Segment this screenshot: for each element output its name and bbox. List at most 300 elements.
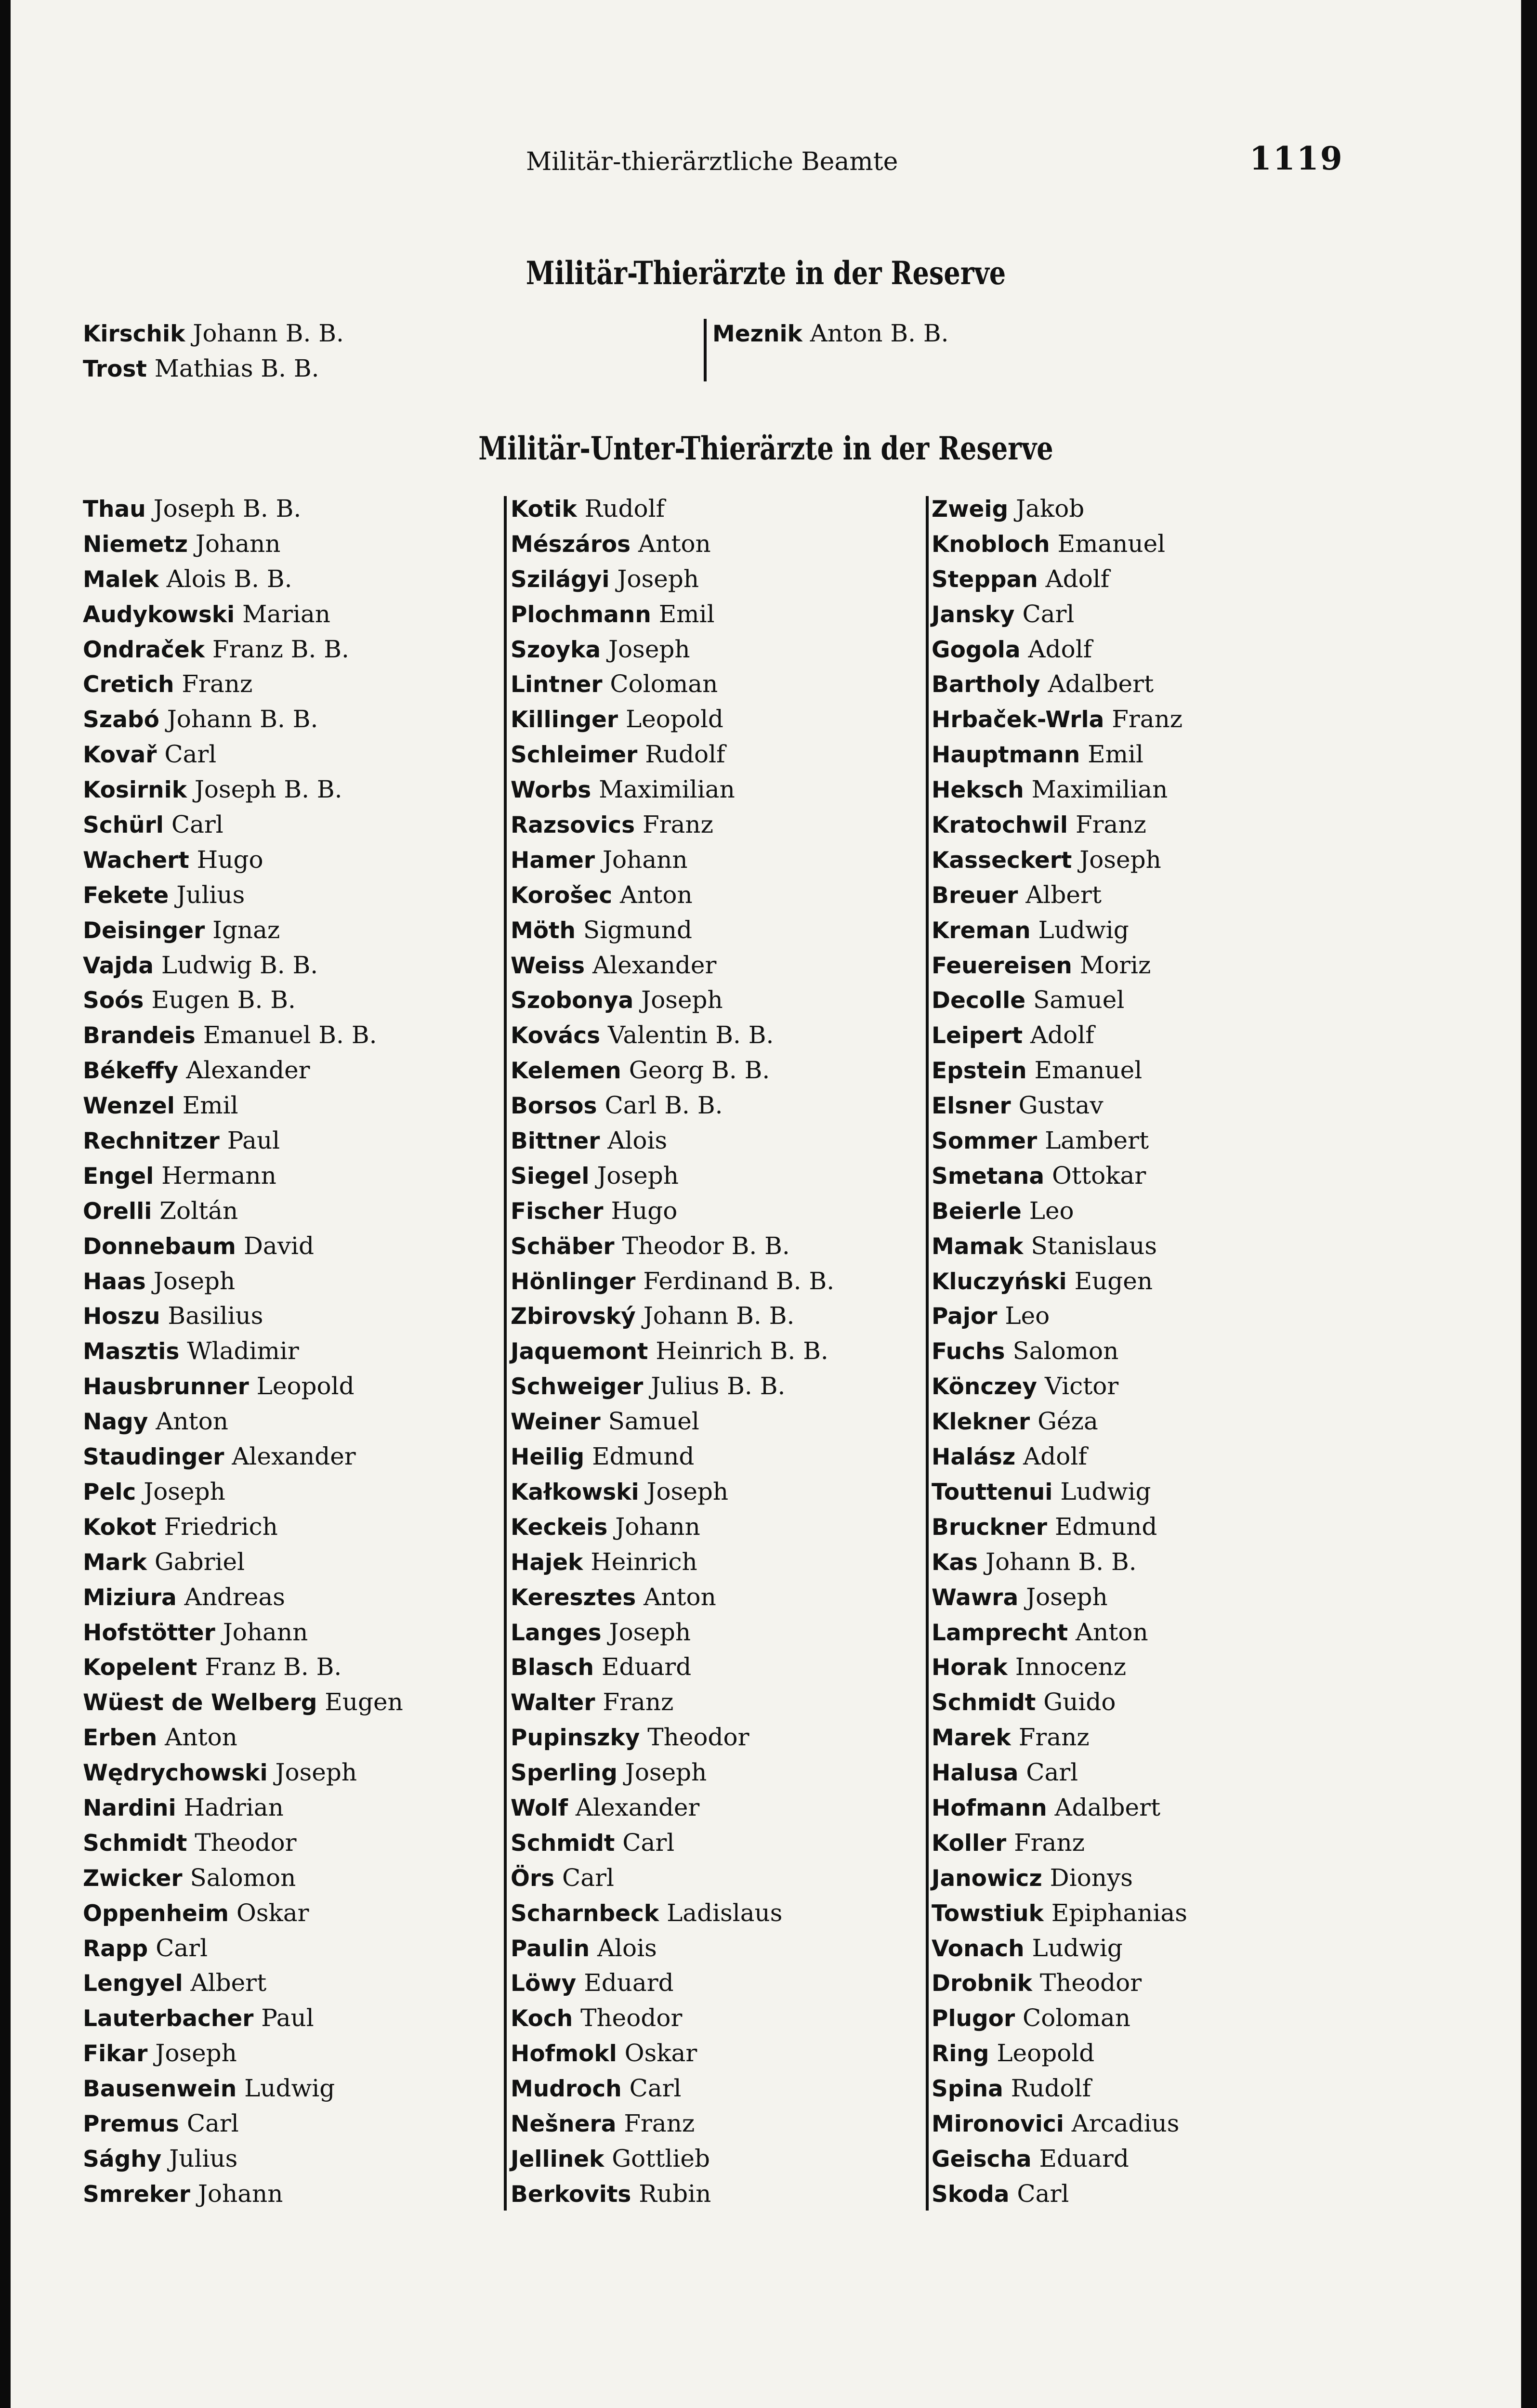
given-name: Albert: [1025, 880, 1102, 909]
surname: Koller: [932, 1830, 1007, 1857]
list-item: [83, 1720, 403, 1755]
list-item: [83, 491, 403, 526]
list-item: [83, 562, 403, 597]
given-name: Rudolf: [584, 495, 665, 523]
given-name: Leo: [1029, 1196, 1074, 1225]
list-item: [932, 526, 1187, 562]
list-item: [511, 1369, 834, 1404]
given-name: Anton: [156, 1407, 228, 1436]
section2-column-2: [511, 491, 834, 2212]
list-item: [83, 1544, 403, 1580]
given-name: Maximilian: [599, 775, 735, 804]
list-item: [83, 597, 403, 632]
surname: Wachert: [83, 847, 189, 874]
given-name: Alexander: [592, 951, 717, 979]
surname: Spina: [932, 2076, 1003, 2103]
surname: Korošec: [511, 882, 613, 909]
list-item: [511, 877, 834, 913]
surname: Rechnitzer: [83, 1128, 220, 1155]
list-item: [511, 1615, 834, 1650]
given-name: Oskar: [236, 1898, 309, 1927]
surname: Weiss: [511, 952, 585, 979]
section2-column-1: [83, 491, 403, 2212]
given-name: Johann: [197, 2179, 283, 2208]
list-item: [511, 772, 834, 807]
list-item: [83, 1439, 403, 1474]
surname: Zweig: [932, 496, 1009, 523]
given-name: Carl: [1022, 600, 1075, 628]
list-item: [83, 2176, 403, 2212]
surname: Feuereisen: [932, 952, 1072, 979]
surname: Ring: [932, 2041, 989, 2068]
given-name: Innocenz: [1015, 1653, 1127, 1681]
surname: Blasch: [511, 1654, 594, 1681]
list-item: [932, 1896, 1187, 1931]
surname: Elsner: [932, 1093, 1011, 1120]
surname: Szoyka: [511, 636, 601, 663]
surname: Wolf: [511, 1794, 568, 1821]
surname: Kirschik: [83, 321, 185, 347]
given-name: Emanuel: [1034, 1056, 1143, 1085]
list-item: [511, 982, 834, 1018]
given-name: Salomon: [1012, 1337, 1119, 1365]
list-item: [83, 351, 344, 386]
surname: Bartholy: [932, 671, 1040, 698]
list-item: [83, 948, 403, 983]
surname: Kokot: [83, 1514, 157, 1541]
surname: Weiner: [511, 1409, 601, 1436]
list-item: [83, 2001, 403, 2036]
surname: Decolle: [932, 987, 1026, 1014]
given-name: Anton: [1076, 1618, 1148, 1646]
list-item: [83, 772, 403, 807]
list-item: [83, 1053, 403, 1088]
given-name: Carl: [186, 2109, 239, 2137]
list-item: [932, 1439, 1187, 1474]
surname: Sommer: [932, 1128, 1038, 1155]
list-item: [83, 1334, 403, 1369]
surname: Halász: [932, 1444, 1016, 1471]
surname: Walter: [511, 1689, 595, 1716]
given-name: Rubin: [639, 2179, 711, 2208]
given-name: Ignaz: [212, 916, 280, 944]
list-item: [511, 1860, 834, 1896]
surname: Hrbaček-Wrla: [932, 707, 1104, 733]
list-item: [83, 1369, 403, 1404]
given-name: Anton: [644, 1583, 716, 1611]
list-item: [511, 667, 834, 702]
surname: Hamer: [511, 847, 595, 874]
surname: Wawra: [932, 1584, 1019, 1611]
surname: Könczey: [932, 1374, 1038, 1400]
list-item: [511, 702, 834, 737]
surname: Lintner: [511, 671, 603, 698]
list-item: [83, 632, 403, 667]
surname: Schweiger: [511, 1374, 644, 1400]
given-name: Eduard: [584, 1969, 674, 1997]
list-item: [83, 1509, 403, 1544]
surname: Vajda: [83, 952, 154, 979]
given-name: Johann: [603, 845, 688, 874]
given-name: Adalbert: [1048, 670, 1154, 698]
given-name: Lambert: [1045, 1126, 1149, 1155]
surname: Paulin: [511, 1935, 590, 1962]
given-name: Ottokar: [1051, 1161, 1146, 1190]
given-name: Edmund: [1055, 1512, 1157, 1541]
list-item: [932, 1544, 1187, 1580]
list-item: [511, 1264, 834, 1299]
list-item: [511, 1825, 834, 1860]
given-name: Hugo: [611, 1196, 678, 1225]
list-item: [511, 842, 834, 877]
given-name: Ferdinand B. B.: [643, 1267, 835, 1295]
given-name: Johann B. B.: [193, 319, 344, 347]
surname: Knobloch: [932, 531, 1050, 558]
surname: Löwy: [511, 1970, 577, 1997]
surname: Brandeis: [83, 1022, 196, 1049]
list-item: [932, 2001, 1187, 2036]
surname: Geischa: [932, 2146, 1032, 2172]
given-name: Dionys: [1050, 1863, 1133, 1892]
surname: Hönlinger: [511, 1268, 636, 1295]
list-item: [511, 632, 834, 667]
given-name: Salomon: [190, 1863, 296, 1892]
surname: Jansky: [932, 601, 1015, 628]
given-name: Joseph: [609, 1618, 691, 1646]
surname: Mironovici: [932, 2110, 1064, 2137]
given-name: David: [243, 1231, 314, 1260]
list-item: [932, 1298, 1187, 1334]
surname: Hofmann: [932, 1794, 1047, 1821]
surname: Donnebaum: [83, 1233, 236, 1260]
surname: Sághy: [83, 2146, 162, 2172]
list-item: [83, 1474, 403, 1509]
list-item: [932, 1931, 1187, 1966]
surname: Sperling: [511, 1760, 617, 1787]
surname: Pajor: [932, 1303, 998, 1330]
list-item: [511, 562, 834, 597]
list-item: [932, 982, 1187, 1018]
surname: Langes: [511, 1619, 602, 1646]
given-name: Johann: [195, 529, 281, 558]
surname: Wüest de Welberg: [83, 1689, 317, 1716]
list-item: [511, 1755, 834, 1790]
list-item: [83, 842, 403, 877]
given-name: Coloman: [1023, 2004, 1130, 2032]
list-item: [932, 1965, 1187, 2001]
list-item: [511, 1685, 834, 1720]
given-name: Julius: [176, 880, 245, 909]
list-item: [932, 1860, 1187, 1896]
given-name: Rudolf: [645, 740, 725, 769]
given-name: Alexander: [232, 1442, 356, 1471]
surname: Towstiuk: [932, 1900, 1044, 1927]
surname: Schleimer: [511, 742, 638, 769]
given-name: Anton B. B.: [810, 319, 949, 347]
running-header-title: Militär-thierärztliche Beamte: [526, 147, 898, 176]
given-name: Friedrich: [164, 1512, 278, 1541]
list-item: [511, 526, 834, 562]
list-item: [83, 1123, 403, 1158]
given-name: Carl: [562, 1863, 614, 1892]
surname: Keresztes: [511, 1584, 636, 1611]
given-name: Anton: [165, 1723, 237, 1752]
given-name: Valentin B. B.: [607, 1021, 774, 1049]
given-name: Eduard: [601, 1653, 692, 1681]
given-name: Hermann: [161, 1161, 276, 1190]
given-name: Adolf: [1023, 1442, 1087, 1471]
list-item: [511, 1474, 834, 1509]
list-item: [83, 1896, 403, 1931]
surname: Plochmann: [511, 601, 651, 628]
given-name: Adolf: [1045, 564, 1110, 593]
given-name: Franz: [1112, 705, 1183, 733]
surname: Schmidt: [83, 1830, 187, 1857]
surname: Marek: [932, 1725, 1011, 1752]
given-name: Joseph B. B.: [194, 775, 342, 804]
surname: Kluczyński: [932, 1268, 1067, 1295]
surname: Breuer: [932, 882, 1018, 909]
list-item: [932, 1720, 1187, 1755]
list-item: [932, 2036, 1187, 2071]
surname: Siegel: [511, 1163, 590, 1190]
list-item: [511, 1018, 834, 1053]
surname: Scharnbeck: [511, 1900, 659, 1927]
list-item: [83, 1088, 403, 1123]
surname: Schmidt: [511, 1830, 615, 1857]
list-item: [83, 1755, 403, 1790]
given-name: Johann B. B.: [643, 1302, 795, 1330]
surname: Nešnera: [511, 2110, 617, 2137]
surname: Jellinek: [511, 2146, 604, 2172]
list-item: [83, 737, 403, 772]
given-name: Jakob: [1016, 495, 1085, 523]
surname: Jaquemont: [511, 1338, 648, 1365]
given-name: Carl: [1017, 2179, 1069, 2208]
list-item: [511, 948, 834, 983]
surname: Borsos: [511, 1093, 597, 1120]
surname: Zbirovský: [511, 1303, 636, 1330]
surname: Keckeis: [511, 1514, 608, 1541]
given-name: Theodor: [580, 2004, 683, 2032]
list-item: [83, 2036, 403, 2071]
list-item: [932, 1404, 1187, 1439]
list-item: [932, 1790, 1187, 1825]
list-item: [511, 1404, 834, 1439]
surname: Beierle: [932, 1198, 1022, 1225]
surname: Békeffy: [83, 1058, 179, 1085]
given-name: Johann: [223, 1618, 308, 1646]
list-item: [932, 1088, 1187, 1123]
surname: Heksch: [932, 777, 1024, 804]
surname: Hofstötter: [83, 1619, 215, 1646]
list-item: [83, 2071, 403, 2106]
list-item: [83, 2141, 403, 2176]
list-item: [511, 807, 834, 842]
given-name: Leopold: [625, 705, 723, 733]
section2-column-3: [932, 491, 1187, 2212]
surname: Horak: [932, 1654, 1008, 1681]
surname: Cretich: [83, 671, 174, 698]
list-item: [932, 913, 1187, 948]
given-name: Carl: [164, 740, 217, 769]
given-name: Albert: [190, 1969, 267, 1997]
given-name: Basilius: [168, 1302, 263, 1330]
section1-column-1: [83, 316, 344, 386]
list-item: [511, 2141, 834, 2176]
given-name: Eugen: [325, 1688, 403, 1716]
surname: Staudinger: [83, 1444, 224, 1471]
given-name: Leopold: [997, 2039, 1095, 2068]
list-item: [932, 491, 1187, 526]
surname: Mamak: [932, 1233, 1024, 1260]
given-name: Theodor: [1039, 1969, 1142, 1997]
given-name: Sigmund: [583, 916, 692, 944]
list-item: [511, 1123, 834, 1158]
given-name: Franz: [624, 2109, 695, 2137]
list-item: [83, 877, 403, 913]
surname: Kosirnik: [83, 777, 187, 804]
list-item: [511, 597, 834, 632]
list-item: [83, 1931, 403, 1966]
given-name: Alois B. B.: [166, 564, 292, 593]
given-name: Gustav: [1018, 1091, 1103, 1120]
given-name: Eugen: [1074, 1267, 1153, 1295]
list-item: [83, 1229, 403, 1264]
surname: Niemetz: [83, 531, 188, 558]
given-name: Guido: [1043, 1688, 1116, 1716]
list-item: [83, 1860, 403, 1896]
list-item: [932, 1123, 1187, 1158]
given-name: Emanuel B. B.: [203, 1021, 377, 1049]
given-name: Paul: [227, 1126, 280, 1155]
page: [11, 0, 1521, 2408]
given-name: Carl: [171, 811, 223, 839]
surname: Masztis: [83, 1338, 180, 1365]
given-name: Franz: [603, 1688, 674, 1716]
surname: Gogola: [932, 636, 1021, 663]
given-name: Carl: [156, 1934, 208, 1962]
given-name: Hugo: [197, 845, 263, 874]
list-item: [511, 1931, 834, 1966]
surname: Plugor: [932, 2005, 1015, 2032]
surname: Smreker: [83, 2181, 190, 2208]
surname: Rapp: [83, 1935, 148, 1962]
given-name: Ludwig B. B.: [161, 951, 318, 979]
surname: Örs: [511, 1865, 555, 1892]
given-name: Ladislaus: [667, 1898, 783, 1927]
given-name: Joseph B. B.: [153, 495, 302, 523]
surname: Kasseckert: [932, 847, 1072, 874]
list-item: [932, 2071, 1187, 2106]
given-name: Victor: [1044, 1372, 1119, 1400]
surname: Thau: [83, 496, 146, 523]
given-name: Joseph: [646, 1477, 729, 1505]
list-item: [511, 2036, 834, 2071]
list-item: [83, 1649, 403, 1685]
given-name: Eugen B. B.: [151, 986, 296, 1014]
surname: Kreman: [932, 917, 1031, 944]
given-name: Johann B. B.: [985, 1547, 1137, 1576]
surname: Drobnik: [932, 1970, 1032, 1997]
given-name: Julius: [169, 2144, 238, 2172]
given-name: Ludwig: [1060, 1477, 1151, 1505]
surname: Miziura: [83, 1584, 177, 1611]
list-item: [932, 667, 1187, 702]
list-item: [511, 737, 834, 772]
list-item: [511, 1790, 834, 1825]
given-name: Theodor B. B.: [622, 1231, 790, 1260]
surname: Steppan: [932, 566, 1038, 593]
list-item: [511, 1334, 834, 1369]
list-item: [932, 1018, 1187, 1053]
surname: Heilig: [511, 1444, 585, 1471]
given-name: Rudolf: [1011, 2074, 1091, 2103]
list-item: [511, 1544, 834, 1580]
list-item: [83, 1825, 403, 1860]
given-name: Epiphanias: [1051, 1898, 1187, 1927]
list-item: [932, 1229, 1187, 1264]
given-name: Ludwig: [244, 2074, 335, 2103]
given-name: Alois: [607, 1126, 668, 1155]
list-item: [932, 1053, 1187, 1088]
surname: Kovács: [511, 1022, 601, 1049]
given-name: Eduard: [1039, 2144, 1129, 2172]
surname: Deisinger: [83, 917, 205, 944]
list-item: [932, 702, 1187, 737]
given-name: Leopold: [256, 1372, 355, 1400]
surname: Hauptmann: [932, 742, 1080, 769]
list-item: [511, 491, 834, 526]
surname: Ondraček: [83, 636, 205, 663]
surname: Smetana: [932, 1163, 1045, 1190]
list-item: [83, 1790, 403, 1825]
surname: Mark: [83, 1549, 147, 1576]
given-name: Emanuel: [1057, 529, 1166, 558]
surname: Schmidt: [932, 1689, 1036, 1716]
surname: Szilágyi: [511, 566, 610, 593]
list-item: [83, 667, 403, 702]
given-name: Gabriel: [154, 1547, 245, 1576]
list-item: [83, 2106, 403, 2141]
page-number: 1119: [1249, 140, 1344, 177]
list-item: [932, 1685, 1187, 1720]
given-name: Leo: [1005, 1302, 1050, 1330]
surname: Schürl: [83, 812, 164, 839]
list-item: [932, 737, 1187, 772]
given-name: Mathias B. B.: [154, 354, 319, 382]
list-item: [932, 597, 1187, 632]
given-name: Andreas: [184, 1583, 285, 1611]
list-item: [511, 1229, 834, 1264]
given-name: Emil: [658, 600, 715, 628]
given-name: Emil: [1088, 740, 1144, 769]
list-item: [932, 842, 1187, 877]
given-name: Adolf: [1030, 1021, 1094, 1049]
list-item: [932, 2106, 1187, 2141]
list-item: [83, 982, 403, 1018]
given-name: Anton: [638, 529, 711, 558]
list-item: [511, 913, 834, 948]
given-name: Joseph: [625, 1758, 707, 1787]
list-item: [932, 1158, 1187, 1193]
list-item: [83, 1965, 403, 2001]
surname: Haas: [83, 1268, 146, 1295]
surname: Skoda: [932, 2181, 1010, 2208]
surname: Möth: [511, 917, 576, 944]
list-item: [932, 772, 1187, 807]
list-item: [511, 1965, 834, 2001]
